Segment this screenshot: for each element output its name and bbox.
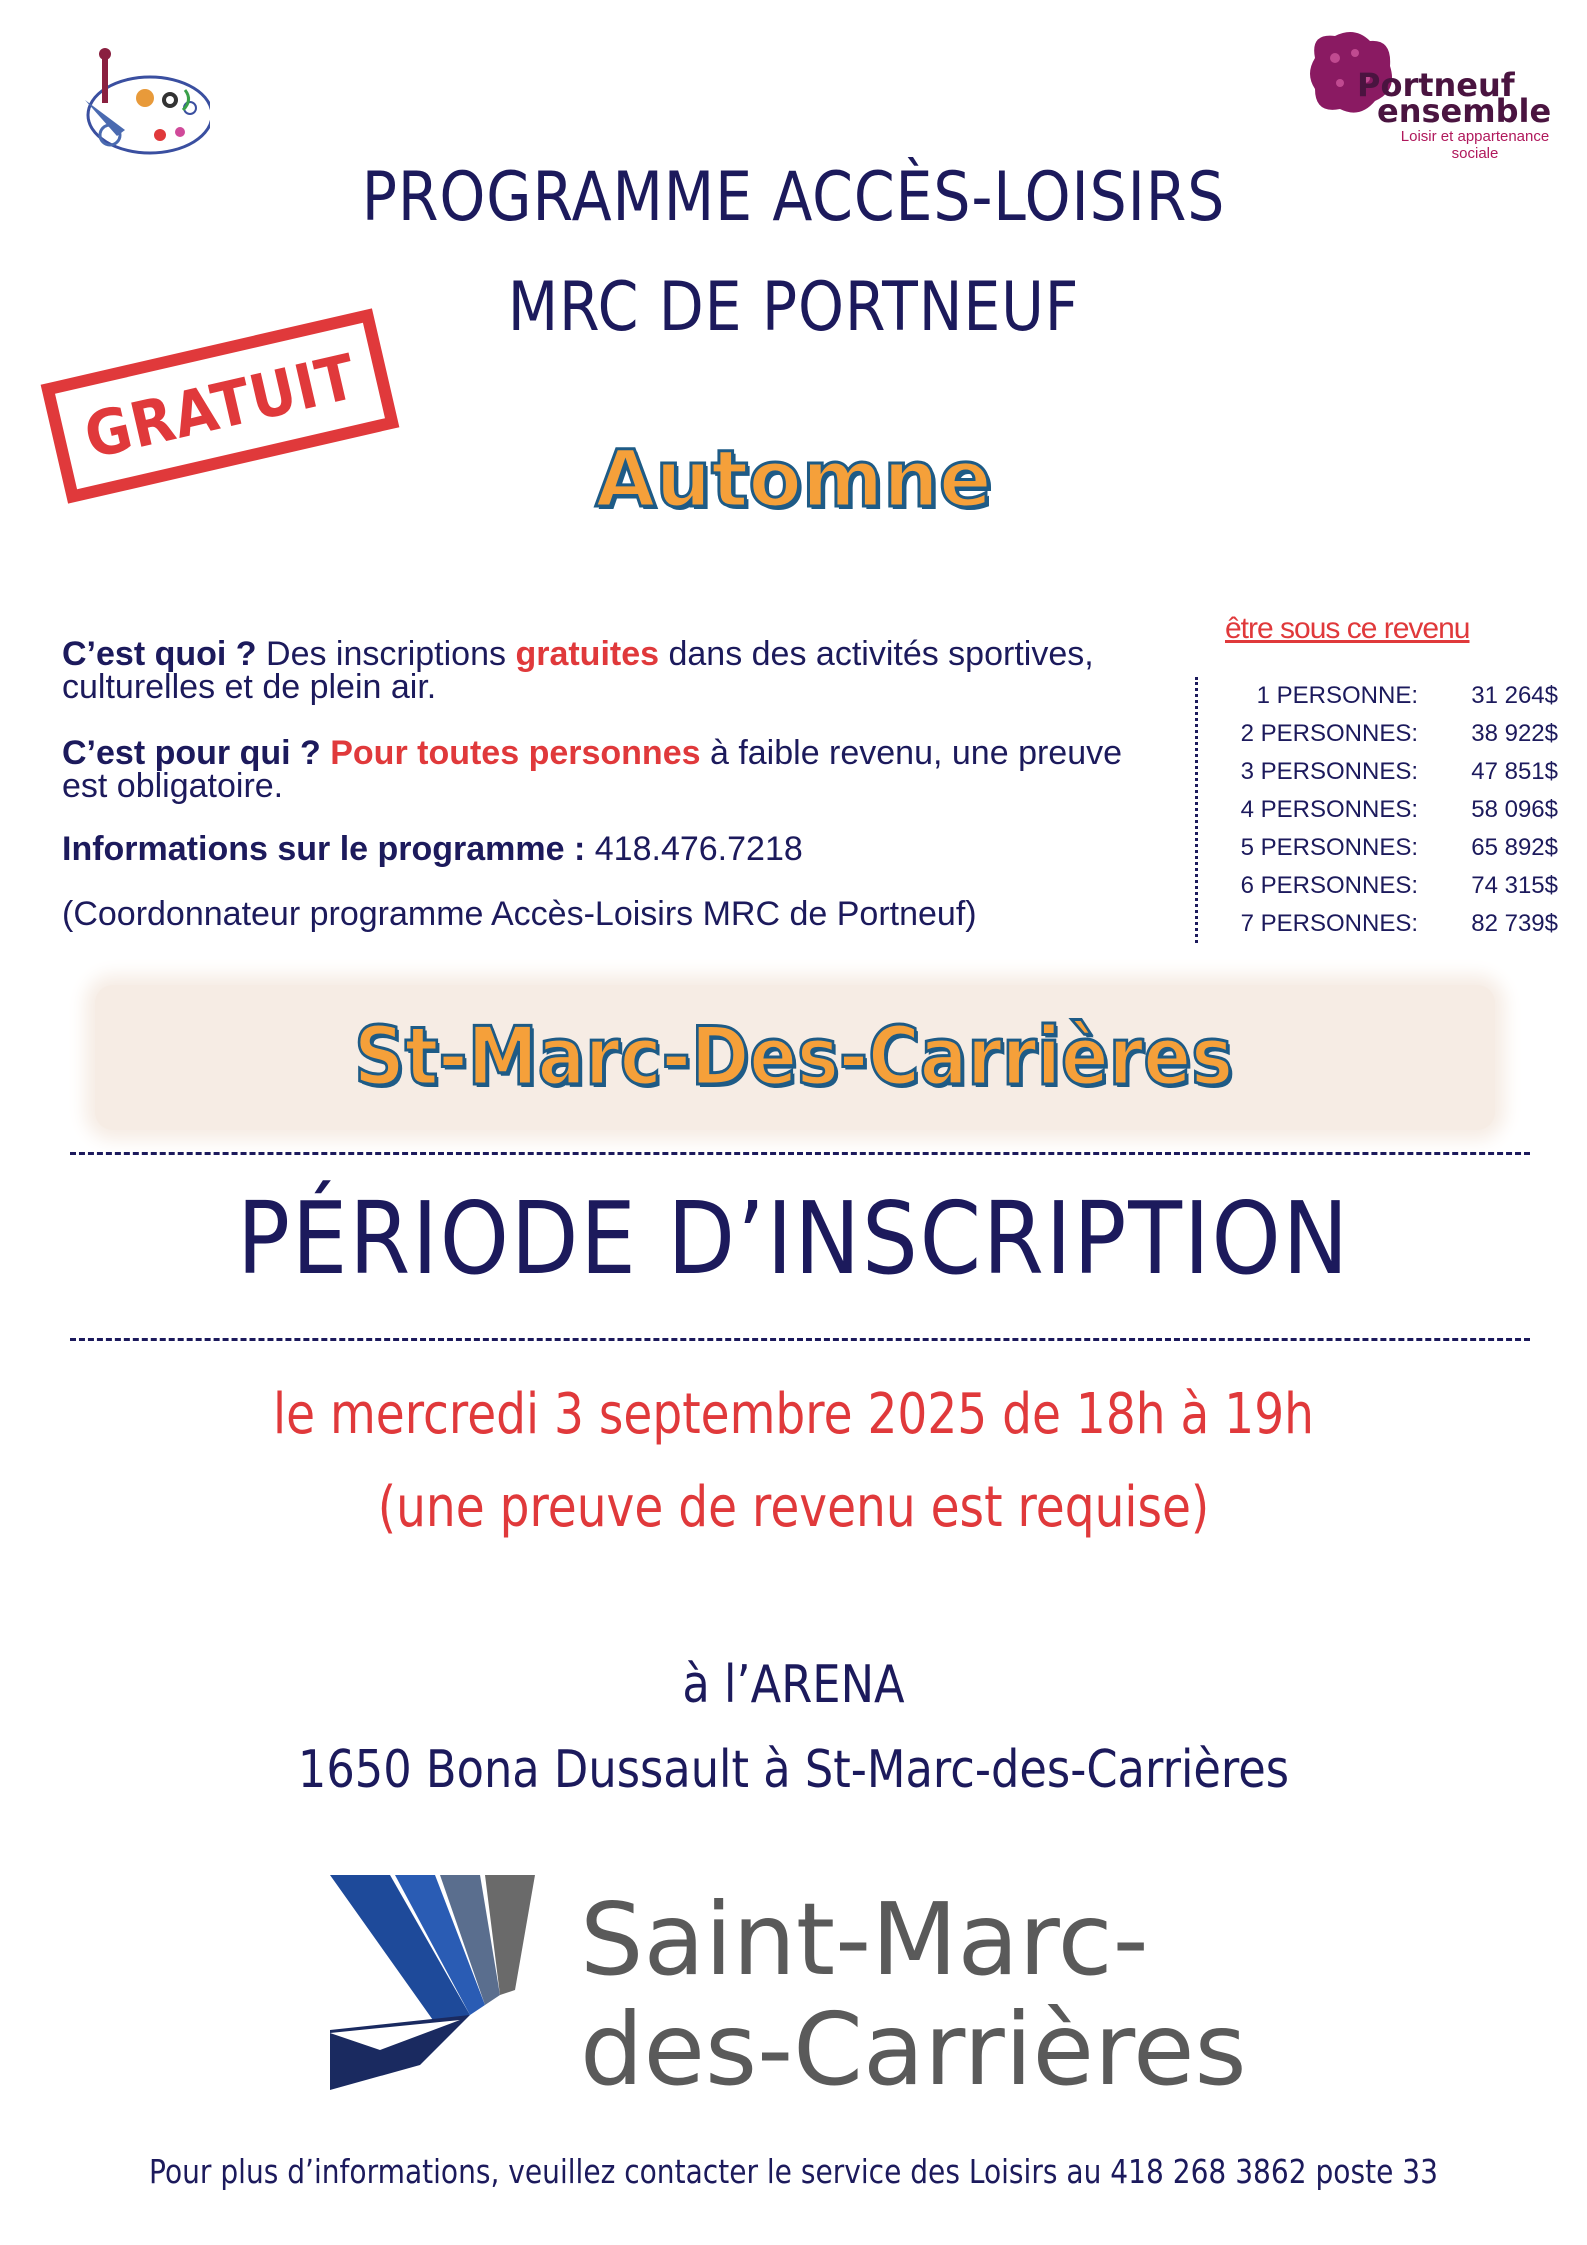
mrc-title: MRC DE PORTNEUF: [507, 268, 1080, 347]
wordmark-line2: des-Carrières: [580, 1991, 1247, 2108]
income-row: [1198, 677, 1575, 715]
event-location: à l’ARENA: [682, 1655, 905, 1715]
income-threshold: 47 851$: [1471, 758, 1558, 785]
income-household-size: 3 PERSONNES:: [1240, 758, 1418, 785]
income-household-size: 2 PERSONNES:: [1240, 720, 1418, 747]
income-household-size: 4 PERSONNES:: [1240, 796, 1418, 823]
income-row: [1198, 753, 1575, 791]
program-phone: 418.476.7218: [585, 830, 803, 868]
acces-loisirs-palette-logo: [40, 40, 210, 160]
palette-icon: [40, 40, 210, 160]
ensemble-name: ensemble: [1377, 92, 1552, 130]
tagline-line1: Loisir et appartenance: [1400, 128, 1550, 145]
program-title: PROGRAMME ACCÈS-LOISIRS: [361, 158, 1226, 237]
proof-note: (une preuve de revenu est requise): [377, 1475, 1210, 1540]
income-row: [1198, 791, 1575, 829]
tagline-line2: sociale: [1451, 145, 1499, 162]
portneuf-tagline: [1385, 128, 1565, 162]
event-address: 1650 Bona Dussault à St-Marc-des-Carrières: [297, 1740, 1290, 1800]
wordmark-line1: Saint-Marc-: [580, 1881, 1149, 1998]
income-household-size: 6 PERSONNES:: [1240, 872, 1418, 899]
income-threshold: 82 739$: [1471, 910, 1558, 937]
saint-marc-wordmark: [580, 1881, 1247, 2108]
saint-marc-emblem-icon: [320, 1865, 560, 2095]
income-row: [1198, 829, 1575, 867]
town-name: St-Marc-Des-Carrières: [354, 1010, 1233, 1103]
income-threshold: 31 264$: [1471, 682, 1558, 709]
info-who: [62, 734, 1172, 805]
what-label: C’est quoi ?: [62, 635, 257, 673]
income-threshold: 38 922$: [1471, 720, 1558, 747]
what-text-after: dans des activités sportives, culturelles et de plein air.: [62, 635, 1094, 706]
who-text-after: à faible revenu, une preuve est obligatoire.: [62, 734, 1123, 805]
income-row: [1198, 715, 1575, 753]
dashed-divider-top: [70, 1152, 1530, 1155]
portneuf-name: Portneuf: [1357, 66, 1515, 104]
income-row: [1198, 905, 1575, 943]
portneuf-ensemble-logo: [1305, 28, 1565, 162]
who-highlight: Pour toutes personnes: [330, 734, 701, 772]
info-what: [62, 635, 1172, 706]
what-text-before: Des inscriptions: [256, 635, 516, 673]
income-table: [1195, 677, 1575, 943]
dashed-divider-bottom: [70, 1338, 1530, 1341]
income-household-size: 7 PERSONNES:: [1240, 910, 1418, 937]
income-row: [1198, 867, 1575, 905]
income-threshold: 58 096$: [1471, 796, 1558, 823]
event-date: le mercredi 3 septembre 2025 de 18h à 19h: [273, 1382, 1314, 1447]
what-highlight: gratuites: [515, 635, 660, 673]
registration-period-title: PÉRIODE D’INSCRIPTION: [236, 1180, 1351, 1297]
footer-contact: Pour plus d’informations, veuillez contacter le service des Loisirs au 418 268 3862 poste 33: [149, 2152, 1438, 2191]
income-threshold: 74 315$: [1471, 872, 1558, 899]
coordinator-note: (Coordonnateur programme Accès-Loisirs MRC de Portneuf): [62, 895, 977, 933]
income-header: être sous ce revenu: [1225, 612, 1470, 645]
income-threshold: 65 892$: [1471, 834, 1558, 861]
stamp-text: GRATUIT: [77, 339, 363, 473]
info-program: [62, 830, 1172, 868]
program-label: Informations sur le programme :: [62, 830, 586, 868]
income-household-size: 5 PERSONNES:: [1240, 834, 1418, 861]
who-label: C’est pour qui ?: [62, 734, 321, 772]
season-title: Automne: [595, 435, 992, 525]
income-household-size: 1 PERSONNE:: [1256, 682, 1418, 709]
